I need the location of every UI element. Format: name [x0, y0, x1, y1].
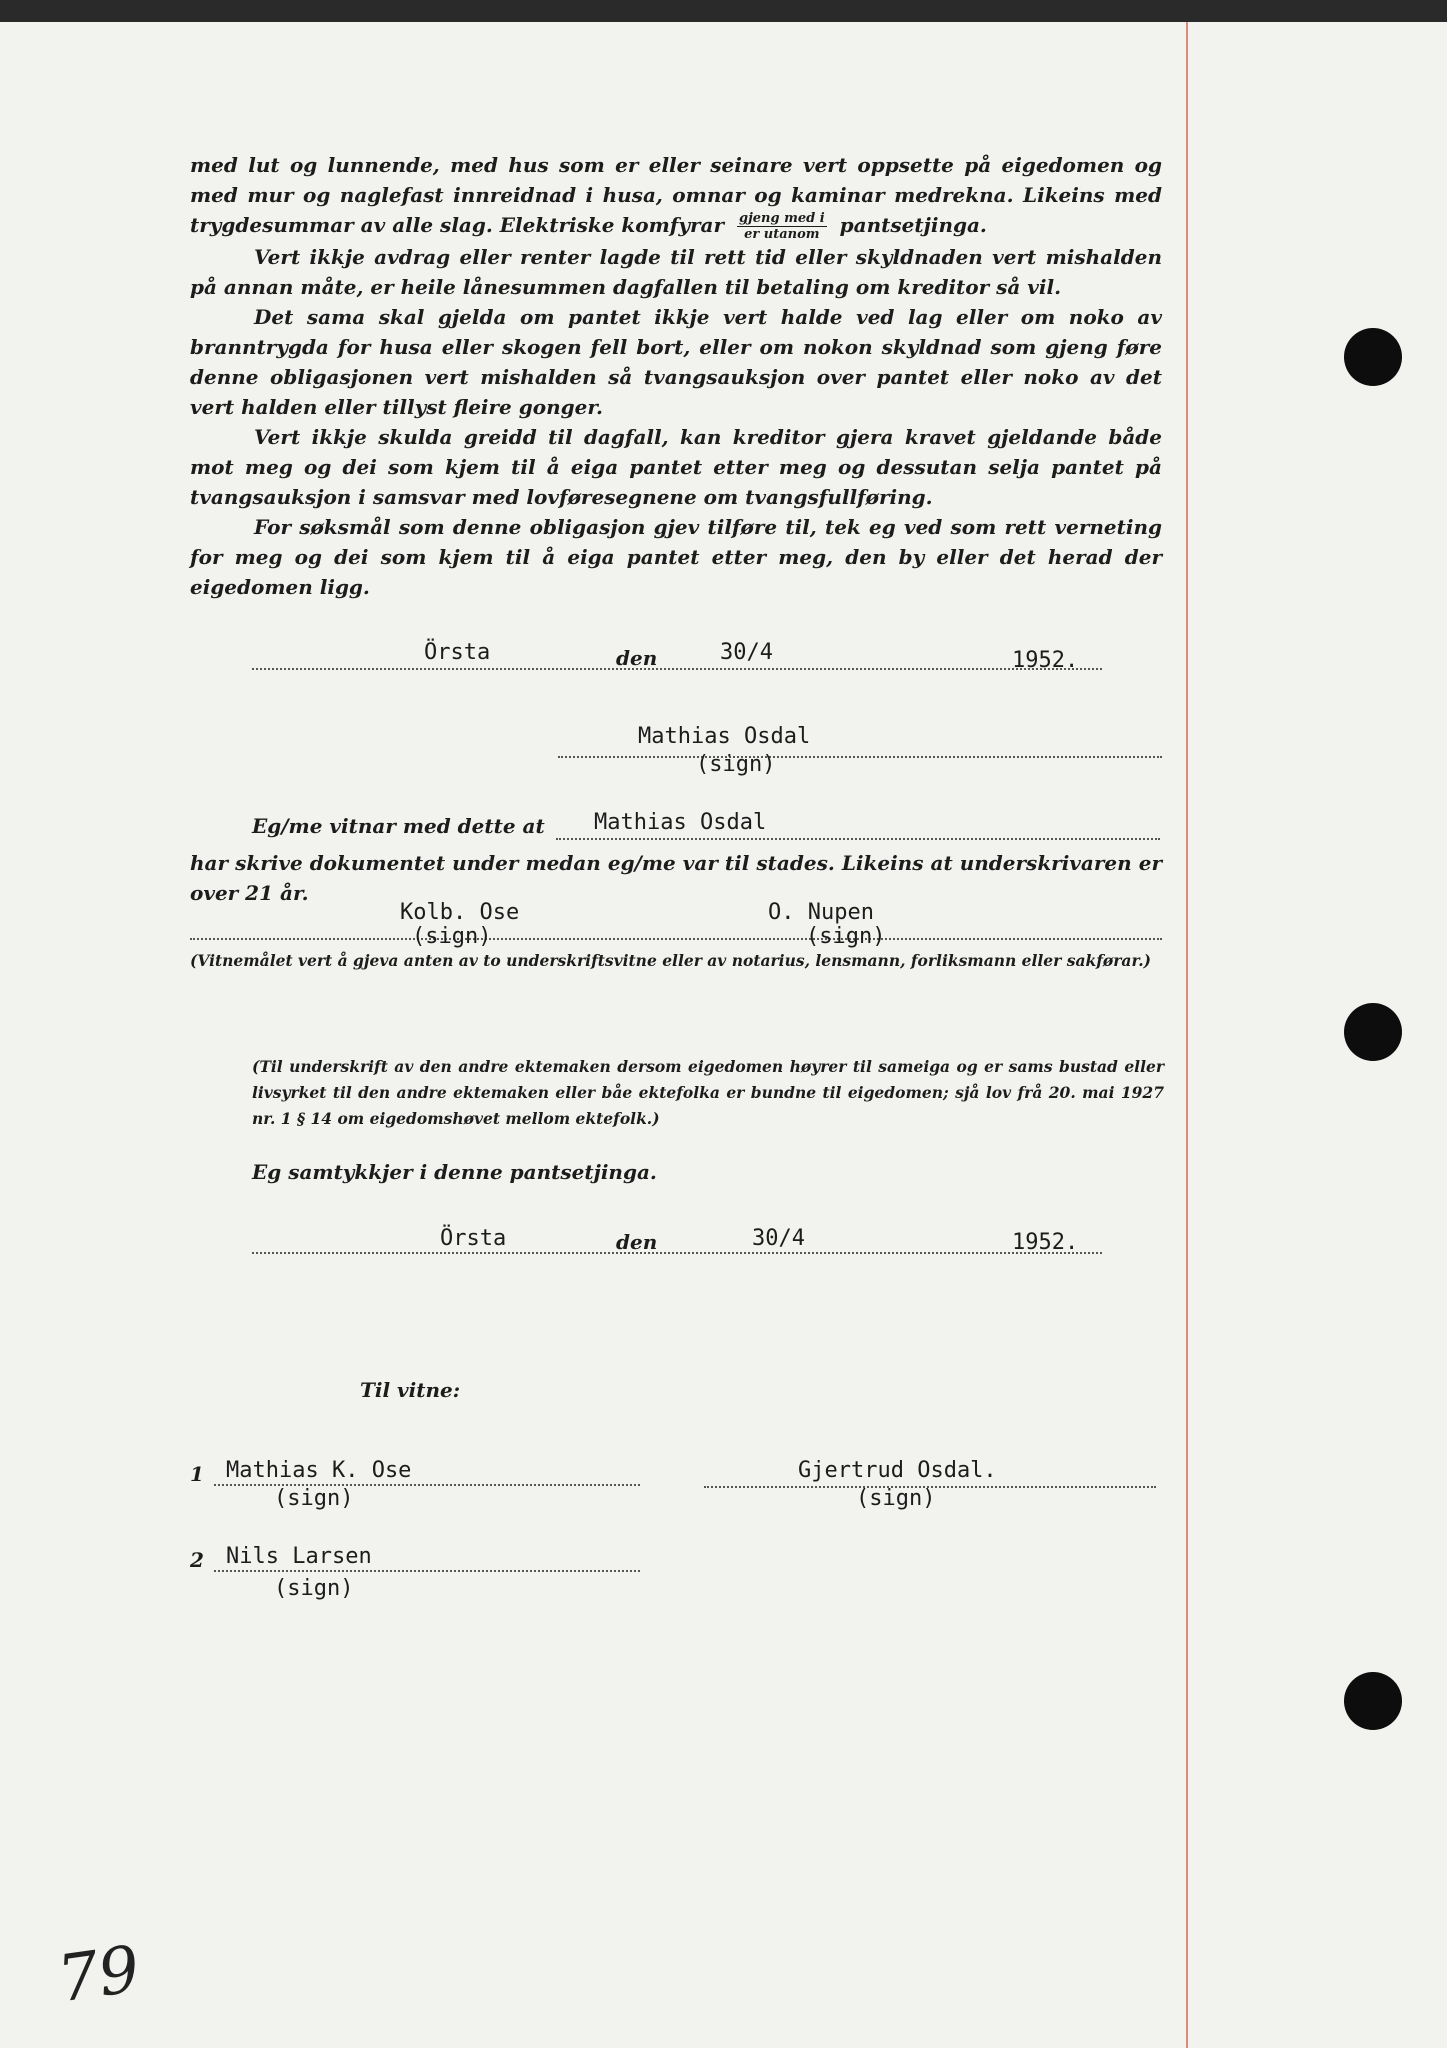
place-2: Örsta	[440, 1226, 507, 1251]
date-line-2	[252, 1252, 1102, 1254]
date-2: 30/4	[752, 1226, 805, 1251]
punch-hole-top	[1344, 328, 1402, 386]
den-label-1: den	[616, 646, 658, 670]
place-1: Örsta	[424, 640, 491, 665]
witness-list-sign-1: (sign)	[274, 1486, 354, 1511]
witness-list-name-1: Mathias K. Ose	[226, 1458, 412, 1483]
debtor-signature-line	[558, 756, 1162, 758]
paragraph-property-text: med lut og lunnende, med hus som er eller seinare vert oppsette på eigedomen og med mur og naglefast innreidnad i husa, omnar og kaminar medrekna. Likeins med trygdesummar av alle slag. Elektriske komfyrar	[190, 153, 1162, 237]
witness2-sign: (sign)	[806, 924, 886, 949]
scan-top-border	[0, 0, 1447, 22]
witness1-sign: (sign)	[412, 924, 492, 949]
witness-number-1: 1	[190, 1462, 204, 1486]
spouse-sign: (sign)	[856, 1486, 936, 1511]
witness-intro: Eg/me vitnar med dette at	[252, 814, 545, 838]
witness-number-2: 2	[190, 1548, 204, 1572]
date-1: 30/4	[720, 640, 773, 665]
punch-hole-middle	[1344, 1003, 1402, 1061]
witness-list-line-2	[214, 1570, 640, 1572]
fraction-top: gjeng med i	[738, 211, 825, 226]
witness-list-name-2: Nils Larsen	[226, 1544, 372, 1569]
obligation-body	[190, 150, 1162, 602]
handwritten-page-number: 79	[53, 1932, 145, 2018]
consent-text: Eg samtykkjer i denne pantsetjinga.	[252, 1160, 657, 1184]
paragraph-enforcement: Vert ikkje skulda greidd til dagfall, kan kreditor gjera kravet gjeldande både mot meg og dei som kjem til å eiga pantet etter meg og dessutan selja pantet på tvangsauksjon i samsvar med lovføresegnene om tvangsfullføring.	[190, 425, 1162, 509]
witness-signature-line	[190, 938, 1162, 940]
witness-text: har skrive dokumentet under medan eg/me var til stades. Likeins at underskrivaren er over 21 år.	[190, 851, 1162, 905]
witness1-name: Kolb. Ose	[400, 900, 520, 925]
year-2: 1952.	[1012, 1230, 1079, 1255]
witness2-name: O. Nupen	[768, 900, 874, 925]
paragraph-property	[190, 150, 1162, 242]
fraction-bottom: er utanom	[744, 227, 820, 242]
year-1: 1952.	[1012, 648, 1079, 673]
paragraph-insurance: Det sama skal gjelda om pantet ikkje vert halde ved lag eller om noko av branntrygda for husa eller skogen fell bort, eller om nokon skyldnad som gjeng føre denne obligasjonen vert mishalden så tvangsauksjon over pantet eller noko av det vert halden eller tillyst fleire gonger.	[190, 305, 1162, 419]
red-margin-line	[1186, 22, 1188, 2048]
debtor-name: Mathias Osdal	[638, 724, 811, 749]
date-line-1	[252, 668, 1102, 670]
punch-hole-bottom	[1344, 1672, 1402, 1730]
til-vitne-label: Til vitne:	[360, 1378, 461, 1402]
witness-subject-line	[556, 838, 1160, 840]
den-label-2: den	[616, 1230, 658, 1254]
paragraph-property-end: pantsetjinga.	[839, 213, 987, 237]
paragraph-venue: For søksmål som denne obligasjon gjev tilføre til, tek eg ved som rett verneting for meg og dei som kjem til å eiga pantet etter meg, den by eller det herad der eigedomen ligg.	[190, 515, 1162, 599]
debtor-sign: (sign)	[696, 752, 776, 777]
spouse-name: Gjertrud Osdal.	[798, 1458, 997, 1483]
spouse-note: (Til underskrift av den andre ektemaken dersom eigedomen høyrer til sameiga og er sams bustad eller livsyrket til den andre ektemaken eller båe ektefolka er bundne til eigedomen; sjå lov frå 20. mai 1927 nr. 1 § 14 om eigedomshøvet mellom ektefolk.)	[252, 1057, 1164, 1128]
paragraph-default: Vert ikkje avdrag eller renter lagde til rett tid eller skyldnaden vert mishalden på annan måte, er heile lånesummen dagfallen til betaling om kreditor så vil.	[190, 245, 1162, 299]
choice-fraction	[737, 211, 827, 242]
witness-note: (Vitnemålet vert å gjeva anten av to underskriftsvitne eller av notarius, lensmann, forliksmann eller sakførar.)	[190, 951, 1151, 970]
witness-list-sign-2: (sign)	[274, 1576, 354, 1601]
witness-subject: Mathias Osdal	[594, 810, 767, 835]
